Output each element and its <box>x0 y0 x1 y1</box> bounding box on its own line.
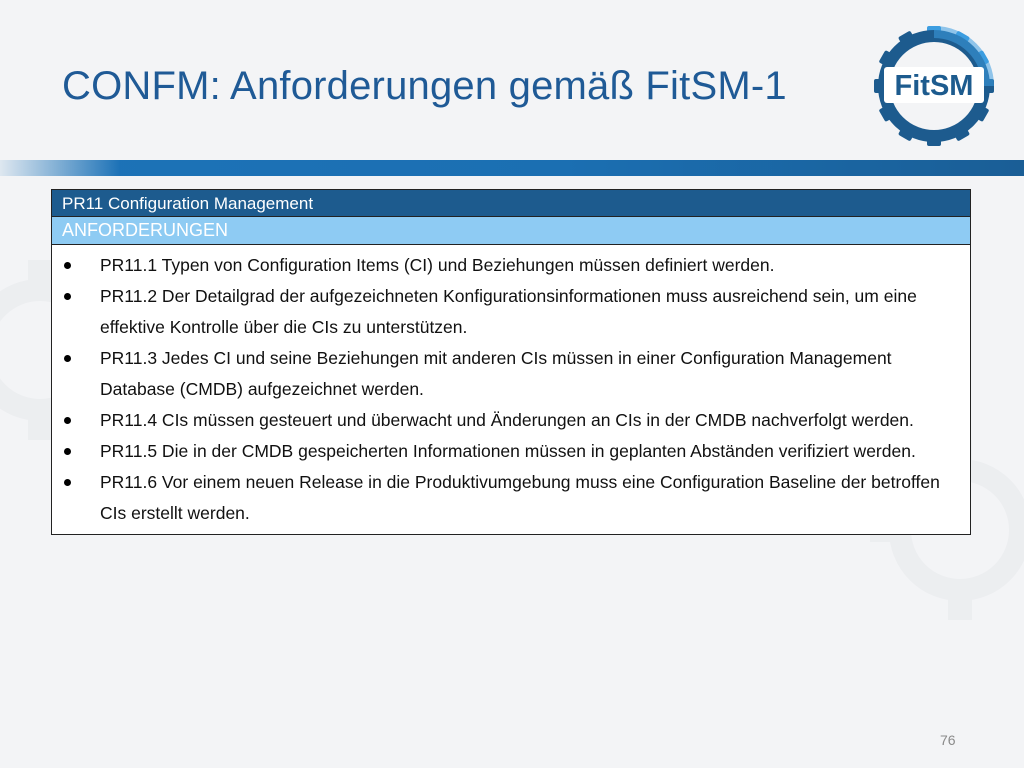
requirements-list <box>52 245 970 534</box>
list-item <box>52 343 950 405</box>
list-item <box>52 436 950 467</box>
bullet-icon <box>64 479 71 486</box>
list-item <box>52 281 950 343</box>
requirement-text: PR11.6 Vor einem neuen Release in die Produktivumgebung muss eine Configuration Baseline der betroffen CIs erstellt werden. <box>100 472 940 523</box>
table-subheader: ANFORDERUNGEN <box>52 217 970 245</box>
requirement-text: PR11.2 Der Detailgrad der aufgezeichneten Konfigurationsinformationen muss ausreichend sein, um eine effektive Kontrolle über die CIs zu unterstützen. <box>100 286 917 337</box>
header-band-fade <box>0 160 120 176</box>
slide-title: CONFM: Anforderungen gemäß FitSM-1 <box>62 64 787 108</box>
fitsm-logo-icon <box>872 24 996 148</box>
requirement-text: PR11.5 Die in der CMDB gespeicherten Informationen müssen in geplanten Abständen verifiziert werden. <box>100 441 916 461</box>
page-number: 76 <box>940 732 956 748</box>
requirement-text: PR11.3 Jedes CI und seine Beziehungen mit anderen CIs müssen in einer Configuration Management Database (CMDB) aufgezeichnet werden. <box>100 348 892 399</box>
table-header: PR11 Configuration Management <box>52 190 970 217</box>
logo-text: FitSM <box>894 70 974 102</box>
bullet-icon <box>64 417 71 424</box>
requirements-table <box>51 189 971 535</box>
requirement-text: PR11.1 Typen von Configuration Items (CI) und Beziehungen müssen definiert werden. <box>100 255 775 275</box>
list-item <box>52 250 950 281</box>
bullet-icon <box>64 262 71 269</box>
bullet-icon <box>64 355 71 362</box>
bullet-icon <box>64 293 71 300</box>
list-item <box>52 467 950 529</box>
header-band <box>0 160 1024 176</box>
requirement-text: PR11.4 CIs müssen gesteuert und überwacht und Änderungen an CIs in der CMDB nachverfolgt werden. <box>100 410 914 430</box>
list-item <box>52 405 950 436</box>
bullet-icon <box>64 448 71 455</box>
